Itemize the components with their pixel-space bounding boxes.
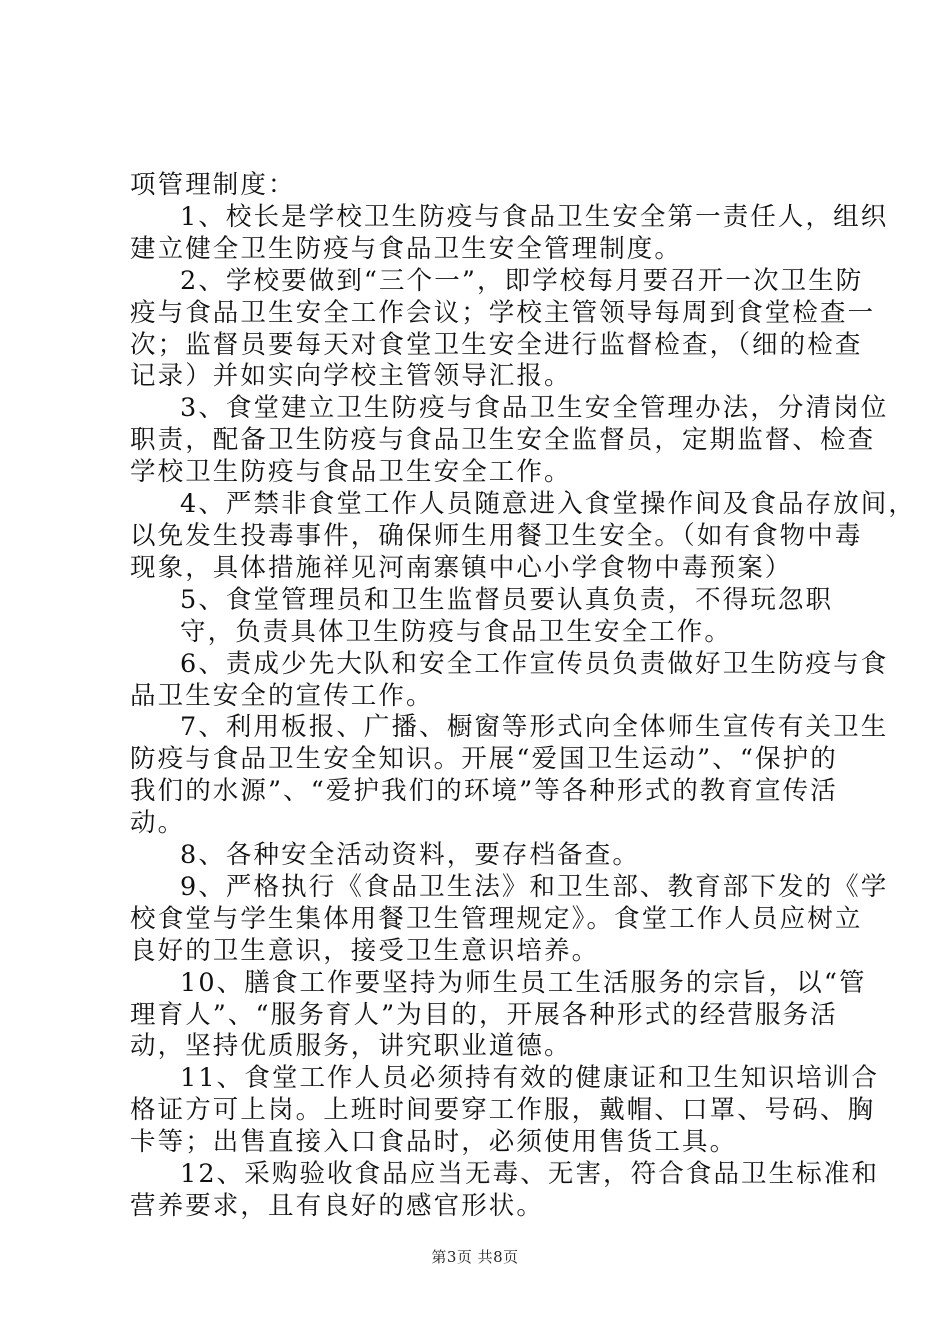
document-line: 品卫生安全的宣传工作。 bbox=[130, 680, 434, 711]
document-line: 11、食堂工作人员必须持有效的健康证和卫生知识培训合 bbox=[180, 1063, 880, 1094]
document-line: 项管理制度： bbox=[130, 170, 296, 200]
document-line: 现象，具体措施祥见河南寨镇中心小学食物中毒预案） bbox=[130, 552, 793, 583]
document-line: 4、严禁非食堂工作人员随意进入食堂操作间及食品存放间， bbox=[180, 489, 916, 520]
document-line: 6、责成少先大队和安全工作宣传员负责做好卫生防疫与食 bbox=[180, 648, 889, 679]
document-line: 动。 bbox=[130, 808, 186, 839]
document-line: 以免发生投毒事件，确保师生用餐卫生安全。（如有食物中毒 bbox=[130, 520, 863, 551]
document-line: 学校卫生防疫与食品卫生安全工作。 bbox=[130, 457, 572, 488]
document-line: 卡等；出售直接入口食品时，必须使用售货工具。 bbox=[130, 1127, 738, 1158]
document-line: 10、膳食工作要坚持为师生员工生活服务的宗旨，以“管 bbox=[180, 967, 867, 998]
document-line: 3、食堂建立卫生防疫与食品卫生安全管理办法，分清岗位 bbox=[180, 393, 889, 424]
document-line: 理育人”、“服务育人”为目的，开展各种形式的经营服务活 bbox=[130, 999, 838, 1030]
document-line: 5、食堂管理员和卫生监督员要认真负责，不得玩忽职 bbox=[180, 584, 834, 615]
document-line: 格证方可上岗。上班时间要穿工作服，戴帽、口罩、号码、胸 bbox=[130, 1095, 876, 1126]
document-line: 动，坚持优质服务，讲究职业道德。 bbox=[130, 1031, 572, 1062]
document-line: 防疫与食品卫生安全知识。开展“爱国卫生运动”、“保护的 bbox=[130, 744, 838, 775]
document-line: 12、采购验收食品应当无毒、无害，符合食品卫生标准和 bbox=[180, 1159, 880, 1190]
document-line: 2、学校要做到“三个一”，即学校每月要召开一次卫生防 bbox=[180, 265, 864, 296]
document-body bbox=[130, 170, 916, 1223]
document-line: 建立健全卫生防疫与食品卫生安全管理制度。 bbox=[130, 233, 683, 264]
document-line: 8、各种安全活动资料，要存档备查。 bbox=[180, 840, 640, 871]
document-line: 良好的卫生意识，接受卫生意识培养。 bbox=[130, 935, 600, 966]
document-line: 营养要求，且有良好的感官形状。 bbox=[130, 1191, 545, 1221]
document-line: 我们的水源”、“爱护我们的环境”等各种形式的教育宣传活 bbox=[130, 776, 838, 807]
document-line: 记录）并如实向学校主管领导汇报。 bbox=[130, 361, 572, 392]
document-line: 校食堂与学生集体用餐卫生管理规定》。食堂工作人员应树立 bbox=[130, 903, 863, 934]
document-line: 次；监督员要每天对食堂卫生安全进行监督检查，（细的检查 bbox=[130, 329, 863, 360]
document-line: 7、利用板报、广播、橱窗等形式向全体师生宣传有关卫生 bbox=[180, 712, 889, 743]
document-line: 职责，配备卫生防疫与食品卫生安全监督员，定期监督、检查 bbox=[130, 425, 876, 456]
document-line: 1、校长是学校卫生防疫与食品卫生安全第一责任人，组织 bbox=[180, 201, 889, 232]
page-footer: 第3页 共8页 bbox=[431, 1248, 519, 1266]
document-line: 疫与食品卫生安全工作会议；学校主管领导每周到食堂检查一 bbox=[130, 297, 876, 328]
document-line: 守，负责具体卫生防疫与食品卫生安全工作。 bbox=[180, 616, 733, 647]
document-line: 9、严格执行《食品卫生法》和卫生部、教育部下发的《学 bbox=[180, 871, 889, 902]
